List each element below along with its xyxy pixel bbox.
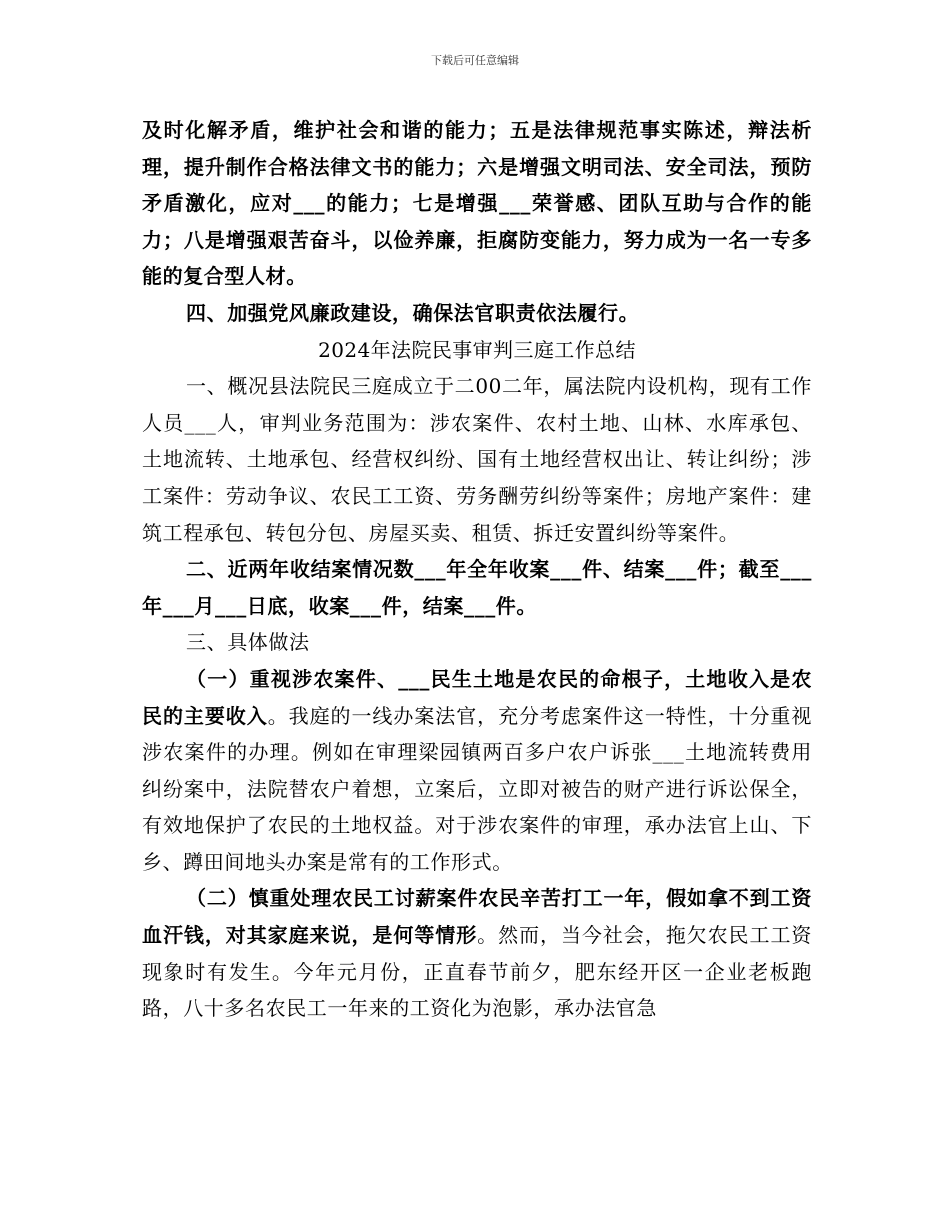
document-title: 2024年法院民事审判三庭工作总结 [318, 337, 636, 362]
subsection-two-body: 。然而，当今社会，拖欠农民工工资现象时有发生。今年元月份，正直春节前夕，肥东经开区一企业老板跑路，八十多名农民工一年来的工资化为泡影，承办法官急 [142, 923, 812, 1021]
section-four-heading: 四、加强党风廉政建设，确保法官职责依法履行。 [186, 300, 640, 325]
section-one-overview: 一、概况县法院民三庭成立于二00二年，属法院内设机构，现有工作人员___人，审判业务范围为：涉农案件、农村土地、山林、水库承包、土地流转、土地承包、经营权纠纷、国有土地经营权出让、转让纠纷；涉工案件：劳动争议、农民工工资、劳务酬劳纠纷等案件；房地产案件：建筑工程承包、转包分包、房屋买卖、租赁、拆迁安置纠纷等案件。 [142, 374, 812, 545]
document-body [142, 112, 812, 1027]
subsection-one-lead: （一）重视涉农案件、___民生土地是农民的命根子，土地收入是农民的主要收入 [142, 666, 812, 728]
subsection-two-lead: （二）慎重处理农民工讨薪案件农民辛苦打工一年，假如拿不到工资血汗钱，对其家庭来说，是何等情形 [142, 886, 812, 948]
subsection-one-body: 。我庭的一线办案法官，充分考虑案件这一特性，十分重视涉农案件的办理。例如在审理梁园镇两百多户农户诉张___土地流转费用纠纷案中，法院替农户着想，立案后，立即对被告的财产进行诉讼保全，有效地保护了农民的土地权益。对于涉农案件的审理，承办法官上山、下乡、蹲田间地头办案是常有的工作形式。 [142, 703, 812, 874]
section-three-heading: 三、具体做法 [186, 630, 310, 655]
paragraph-abilities: 及时化解矛盾，维护社会和谐的能力；五是法律规范事实陈述，辩法析理，提升制作合格法律文书的能力；六是增强文明司法、安全司法，预防矛盾激化，应对___的能力；七是增强___荣誉感、团队互助与合作的能力；八是增强艰苦奋斗，以俭养廉，拒腐防变能力，努力成为一名一专多能的复合型人材。 [142, 118, 812, 289]
section-two-caseload: 二、近两年收结案情况数___年全年收案___件、结案___件；截至___年___月___日底，收案___件，结案___件。 [142, 557, 812, 618]
header-note: 下载后可任意编辑 [431, 54, 519, 67]
subsection-two [142, 880, 812, 1026]
subsection-one [142, 661, 812, 881]
